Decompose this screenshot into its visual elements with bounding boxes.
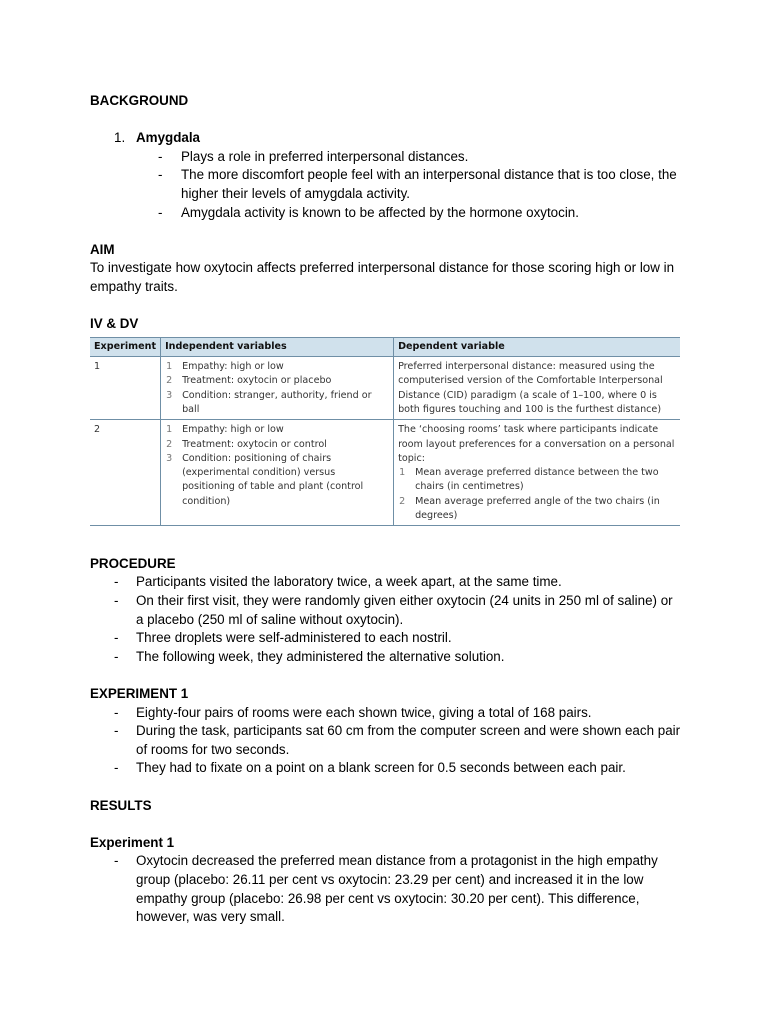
list-item: - Amygdala activity is known to be affected by the hormone oxytocin. [158, 204, 579, 220]
experiment1-bullets [90, 704, 682, 778]
iv-cell: 1 Empathy: high or low 2 Treatment: oxytocin or control 3 Condition: positioning of chairs (experimental condition) versus positioning of table and plant (control condition) [161, 420, 394, 526]
variables-table-wrap [90, 337, 682, 527]
background-heading: BACKGROUND [90, 93, 189, 108]
list-item: - On their first visit, they were randomly given either oxytocin (24 units in 250 ml of saline) or a placebo (250 ml of saline without oxytocin). [114, 593, 673, 627]
dv-cell: Preferred interpersonal distance: measured using the computerised version of the Comfortable Interpersonal Distance (CID) paradigm (a scale of 1–100, where 0 is both figures touching and 100 is the furthest distance) [394, 357, 680, 420]
numbered-item-amygdala [90, 129, 682, 148]
iv-cell: 1 Empathy: high or low 2 Treatment: oxytocin or placebo 3 Condition: stranger, authority, friend or ball [161, 357, 394, 420]
procedure-heading: PROCEDURE [90, 555, 176, 571]
list-item: - They had to fixate on a point on a blank screen for 0.5 seconds between each pair. [114, 760, 626, 776]
table-row [90, 357, 680, 420]
background-bullets [90, 148, 682, 222]
ivdv-heading: IV & DV [90, 316, 139, 332]
variables-table [90, 337, 680, 527]
item-number: 1. [114, 130, 126, 146]
item-title: Amygdala [136, 130, 200, 146]
column-header: Experiment [90, 337, 161, 356]
results-heading: RESULTS [90, 797, 152, 813]
aim-text: To investigate how oxytocin affects preferred interpersonal distance for those scoring high or low in empathy traits. [90, 260, 675, 294]
list-item: - Three droplets were self-administered to each nostril. [114, 630, 452, 646]
document-page [90, 92, 682, 927]
experiment-cell: 1 [90, 357, 161, 420]
dv-cell: The ‘choosing rooms’ task where participants indicate room layout preferences for a conversation on a personal topic: 1 Mean average preferred distance between the two chairs (in centimetres) 2 Mean average preferred angle of the two chairs (in degrees) [398, 424, 675, 521]
list-item: - Plays a role in preferred interpersonal distances. [158, 148, 469, 164]
aim-heading: AIM [90, 241, 115, 257]
list-item: - Participants visited the laboratory twice, a week apart, at the same time. [114, 574, 562, 590]
column-header: Dependent variable [394, 337, 680, 356]
list-item: - Oxytocin decreased the preferred mean distance from a protagonist in the high empathy group (placebo: 26.11 per cent vs oxytocin: 23.29 per cent) and increased it in the low empathy group (placebo: 26.98 per cent vs oxytocin: 30.20 per cent). This difference, however, was very small. [114, 853, 658, 925]
table-row [90, 420, 680, 526]
procedure-bullets [90, 573, 682, 666]
experiment1-heading: EXPERIMENT 1 [90, 686, 189, 702]
experiment-cell: 2 [90, 420, 161, 526]
list-item: - Eighty-four pairs of rooms were each shown twice, giving a total of 168 pairs. [114, 704, 592, 720]
results-subheading: Experiment 1 [90, 834, 175, 850]
list-item: - The following week, they administered the alternative solution. [114, 648, 505, 664]
column-header: Independent variables [161, 337, 394, 356]
list-item: - The more discomfort people feel with an interpersonal distance that is too close, the higher their levels of amygdala activity. [158, 167, 677, 201]
list-item: - During the task, participants sat 60 cm from the computer screen and were shown each pair of rooms for two seconds. [114, 723, 681, 757]
results-bullets [90, 852, 682, 926]
